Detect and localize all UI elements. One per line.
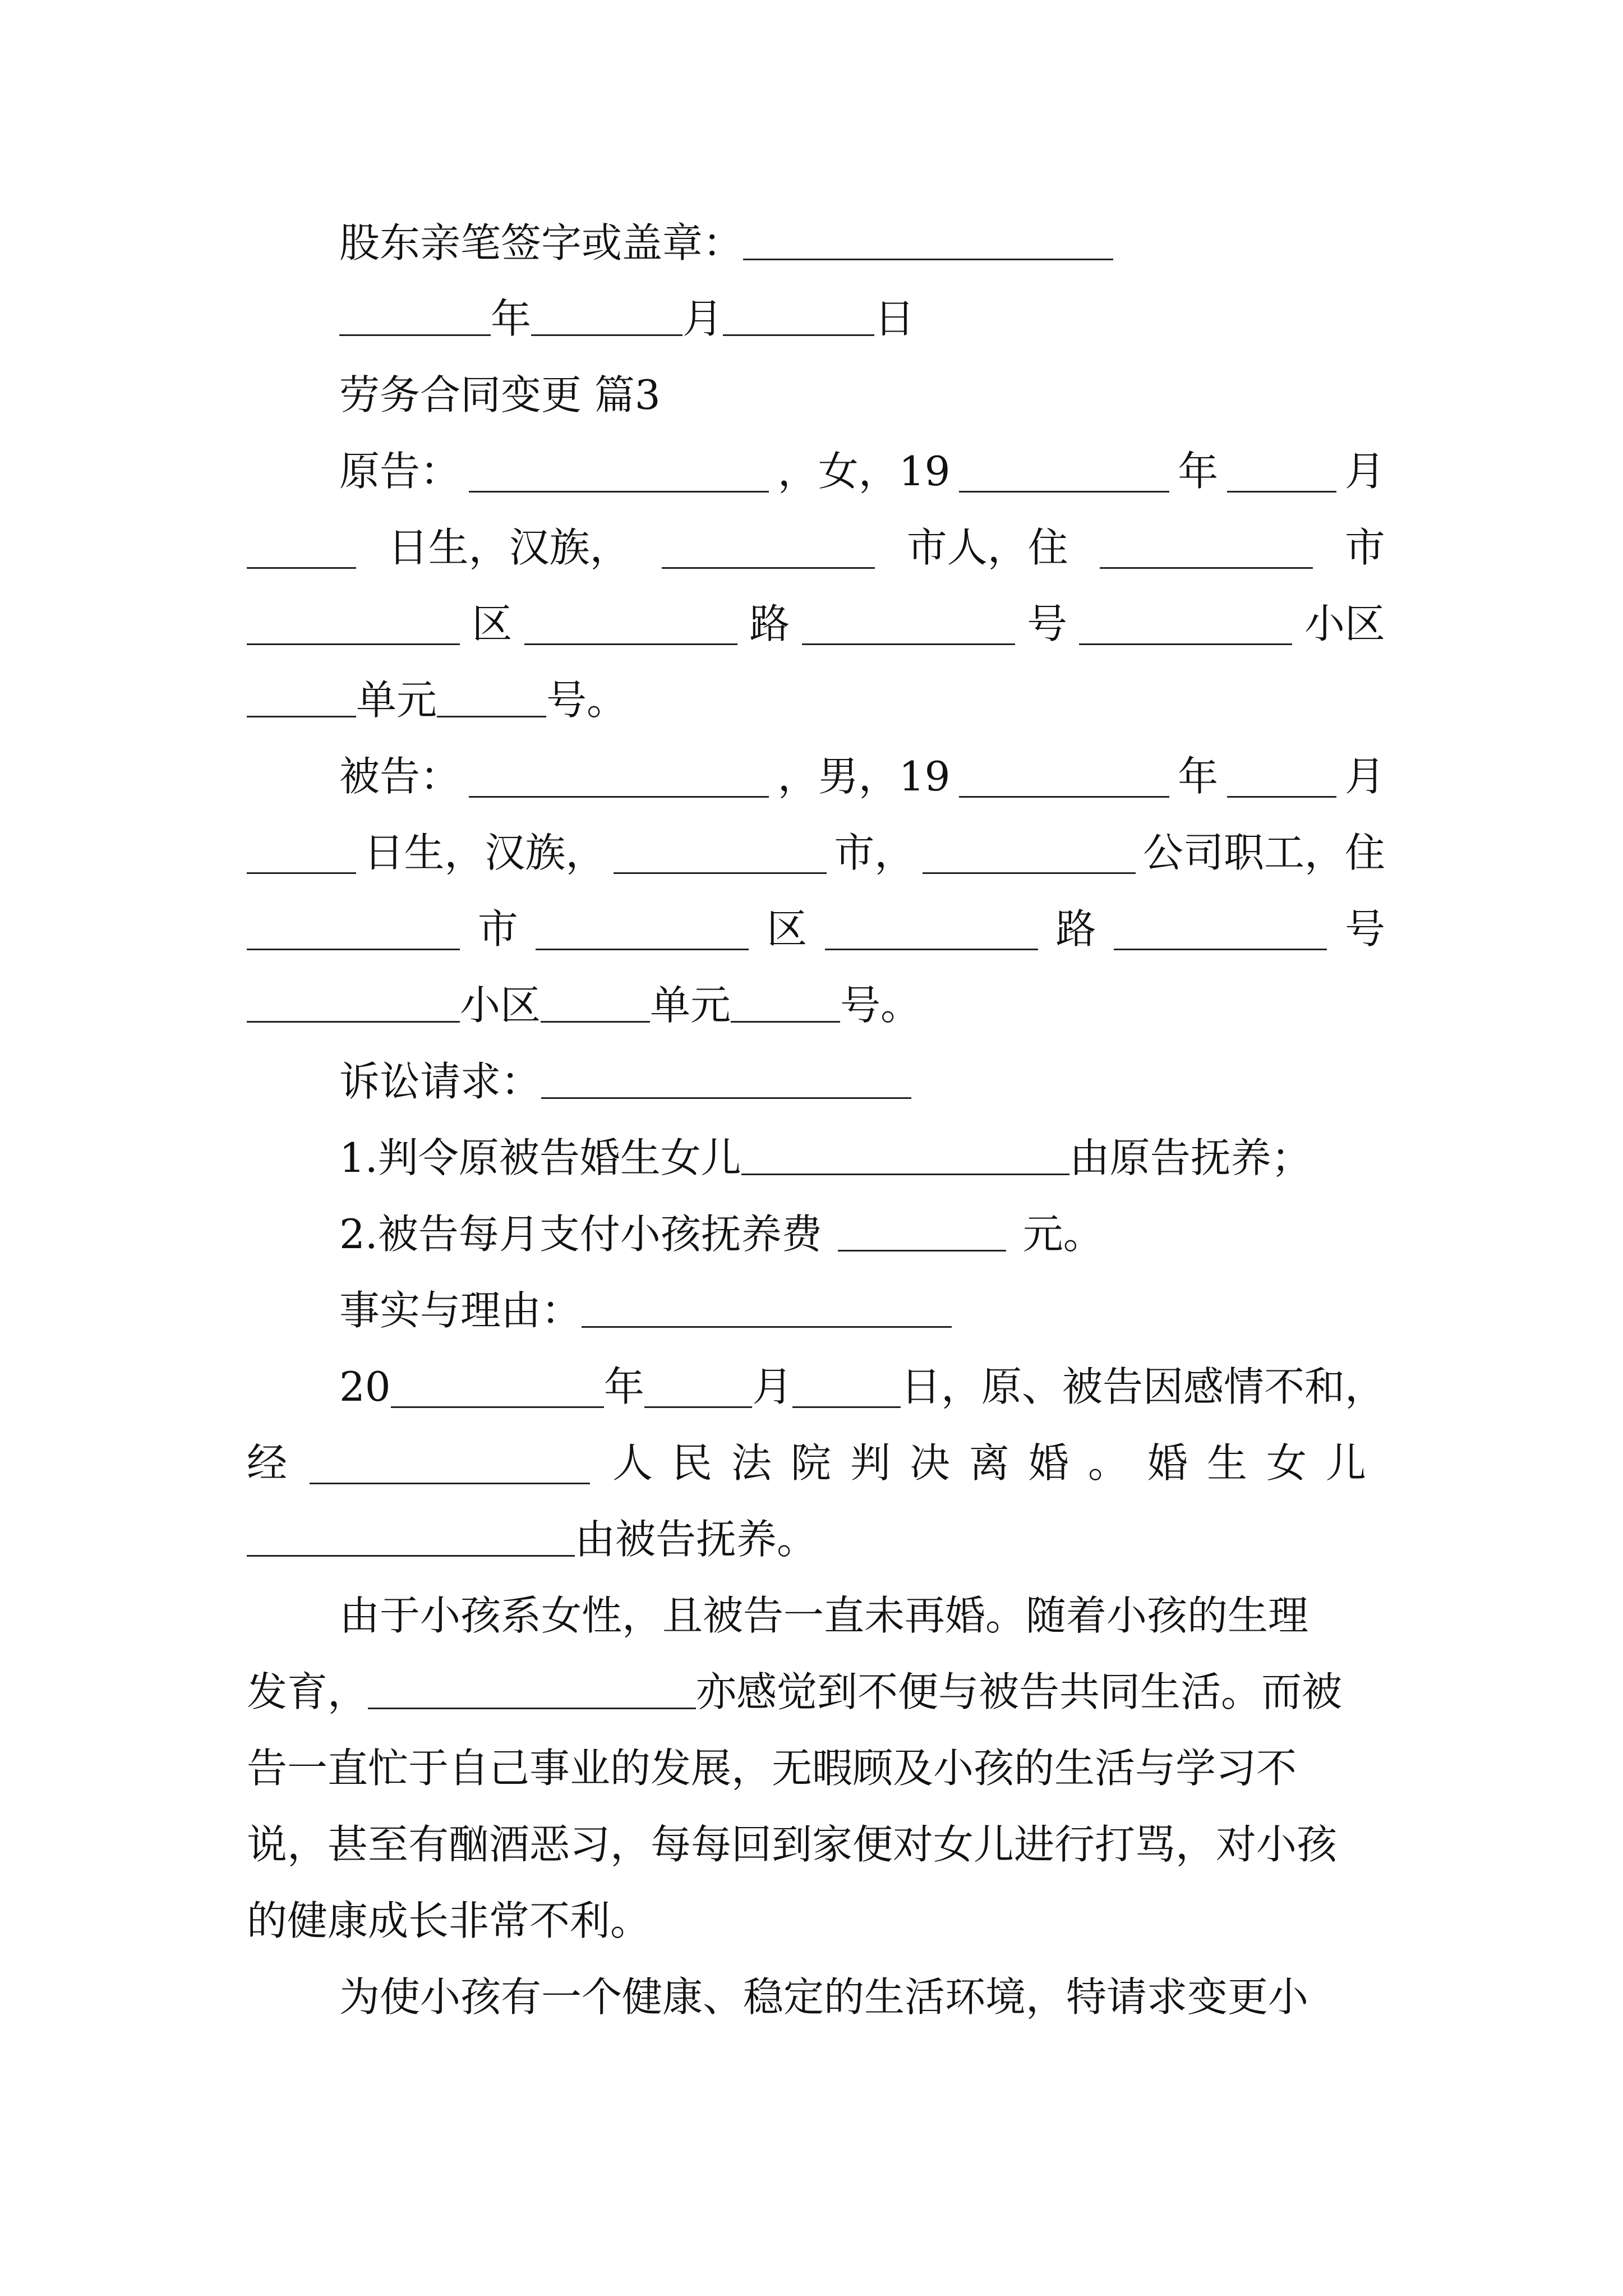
plaintiff-number: 号 <box>1027 600 1068 647</box>
month-blank <box>531 294 683 336</box>
date-line <box>339 280 1385 357</box>
section-title <box>339 357 1385 433</box>
plaintiff-month-blank <box>1227 450 1336 493</box>
plaintiff-label: 原告： <box>339 448 461 495</box>
section-title-text: 劳务合同变更 篇3 <box>339 371 661 418</box>
defendant-residence-city: 市 <box>477 905 518 953</box>
defendant-born-suffix: 日生，汉族， <box>363 829 606 876</box>
facts-date-line <box>339 1349 1385 1425</box>
facts-day-blank <box>792 1366 901 1408</box>
defendant-city-blank <box>614 832 827 874</box>
defendant-road: 路 <box>1055 905 1096 953</box>
defendant-city: 市， <box>834 829 915 876</box>
facts-line <box>339 1272 1385 1349</box>
request-text-1: 为使小孩有一个健康、稳定的生活环境，特请求变更小 <box>339 1973 1309 2021</box>
defendant-district: 区 <box>767 905 808 953</box>
facts-raised: 由被告抚养。 <box>575 1516 818 1563</box>
defendant-room-blank <box>731 981 840 1023</box>
claims-line <box>339 1043 1385 1120</box>
day-blank <box>723 294 874 336</box>
defendant-number: 号 <box>1344 905 1385 953</box>
facts-blank <box>582 1286 952 1328</box>
plaintiff-city-person: 市人，住 <box>906 524 1068 571</box>
facts-year-blank <box>391 1366 604 1408</box>
reason-blank <box>368 1667 696 1709</box>
defendant-unit: 单元 <box>650 982 731 1029</box>
claim-2-text: 2.被告每月支付小孩抚养费 <box>339 1211 822 1258</box>
claim-2-end: 元。 <box>1022 1211 1104 1258</box>
year-label: 年 <box>491 295 532 342</box>
claim-1-end: 由原告抚养； <box>1069 1134 1312 1181</box>
plaintiff-month: 月 <box>1344 448 1385 495</box>
reason-text-1: 由于小孩系女性，且被告一直未再婚。随着小孩的生理 <box>339 1592 1309 1639</box>
plaintiff-born: ，女，19 <box>777 448 951 495</box>
defendant-line-2 <box>247 815 1385 891</box>
reason-text-2a: 发育， <box>247 1668 368 1715</box>
plaintiff-city-blank <box>662 527 875 569</box>
defendant-district-blank <box>536 908 749 950</box>
reason-line-1 <box>339 1577 1385 1654</box>
plaintiff-number-blank <box>802 603 1015 645</box>
claim-1-text: 1.判令原被告婚生女儿 <box>339 1134 741 1181</box>
reason-line-2 <box>247 1654 1385 1730</box>
plaintiff-number-end: 号。 <box>546 677 628 724</box>
facts-day-reason: 日，原、被告因感情不和， <box>900 1363 1385 1410</box>
defendant-number-end: 号。 <box>840 982 921 1029</box>
defendant-community: 小区 <box>460 982 541 1029</box>
request-line-1 <box>339 1959 1385 2035</box>
signature-label: 股东亲笔签字或盖章： <box>339 219 744 266</box>
plaintiff-room-blank <box>437 675 546 717</box>
plaintiff-unit-blank <box>247 675 356 717</box>
defendant-born: ，男，19 <box>777 753 951 800</box>
reason-text-3: 告一直忙于自己事业的发展，无暇顾及小孩的生活与学习不 <box>247 1745 1297 1792</box>
plaintiff-district-blank <box>247 603 460 645</box>
reason-line-3 <box>247 1730 1385 1806</box>
plaintiff-born-suffix: 日生，汉族， <box>388 524 630 571</box>
claim-1 <box>339 1120 1385 1196</box>
year-blank <box>339 294 491 336</box>
facts-month-blank <box>644 1366 753 1408</box>
reason-line-4 <box>247 1806 1385 1883</box>
defendant-community-blank <box>247 981 460 1023</box>
plaintiff-year-blank <box>959 450 1169 493</box>
reason-text-5: 的健康成长非常不利。 <box>247 1897 651 1944</box>
defendant-company: 公司职工，住 <box>1142 829 1385 876</box>
plaintiff-unit: 单元 <box>356 677 437 724</box>
claim-2 <box>339 1196 1385 1272</box>
defendant-line-4 <box>247 967 1385 1043</box>
defendant-residence-city-blank <box>247 908 460 950</box>
claim-1-blank <box>741 1133 1069 1175</box>
defendant-month: 月 <box>1344 753 1385 800</box>
plaintiff-line-4 <box>247 662 1385 738</box>
facts-century: 20 <box>339 1363 391 1410</box>
defendant-year-blank <box>959 756 1169 798</box>
defendant-label: 被告： <box>339 753 461 800</box>
facts-month: 月 <box>752 1363 793 1410</box>
plaintiff-day-blank <box>247 527 356 569</box>
facts-label: 事实与理由： <box>339 1287 582 1334</box>
defendant-unit-blank <box>541 981 650 1023</box>
facts-court: 人民法院判决离婚。婚生女儿 <box>612 1439 1385 1487</box>
defendant-line-3 <box>247 891 1385 967</box>
plaintiff-community-blank <box>1079 603 1292 645</box>
defendant-day-blank <box>247 832 356 874</box>
day-label: 日 <box>874 295 915 342</box>
defendant-month-blank <box>1227 756 1336 798</box>
claims-label: 诉讼请求： <box>339 1058 542 1105</box>
facts-court-line <box>247 1425 1385 1501</box>
signature-line <box>339 205 1385 281</box>
month-label: 月 <box>683 295 723 342</box>
plaintiff-line-1 <box>339 433 1385 509</box>
facts-daughter-blank <box>247 1515 575 1557</box>
defendant-road-blank <box>825 908 1038 950</box>
plaintiff-line-3 <box>247 586 1385 662</box>
defendant-line-1 <box>339 738 1385 815</box>
plaintiff-community: 小区 <box>1304 600 1385 647</box>
reason-text-2b: 亦感觉到不便与被告共同生活。而被 <box>696 1668 1343 1715</box>
signature-blank <box>743 218 1113 260</box>
facts-raised-line <box>247 1501 1385 1577</box>
defendant-name-blank <box>469 756 769 798</box>
plaintiff-year: 年 <box>1178 448 1219 495</box>
plaintiff-road: 路 <box>749 600 790 647</box>
facts-court-blank <box>310 1442 590 1484</box>
plaintiff-line-2 <box>247 509 1385 586</box>
reason-text-4: 说，甚至有酗酒恶习，每每回到家便对女儿进行打骂，对小孩 <box>247 1821 1338 1868</box>
plaintiff-residence-city-blank <box>1100 527 1313 569</box>
defendant-number-blank <box>1114 908 1327 950</box>
facts-year: 年 <box>603 1363 644 1410</box>
plaintiff-city: 市 <box>1344 524 1385 571</box>
defendant-company-blank <box>923 832 1136 874</box>
defendant-year: 年 <box>1178 753 1219 800</box>
claim-2-blank <box>838 1209 1006 1251</box>
plaintiff-district: 区 <box>472 600 513 647</box>
facts-via: 经 <box>247 1439 288 1487</box>
plaintiff-road-blank <box>524 603 737 645</box>
reason-line-5 <box>247 1883 1385 1959</box>
claims-blank <box>541 1057 911 1099</box>
plaintiff-name-blank <box>469 450 769 493</box>
